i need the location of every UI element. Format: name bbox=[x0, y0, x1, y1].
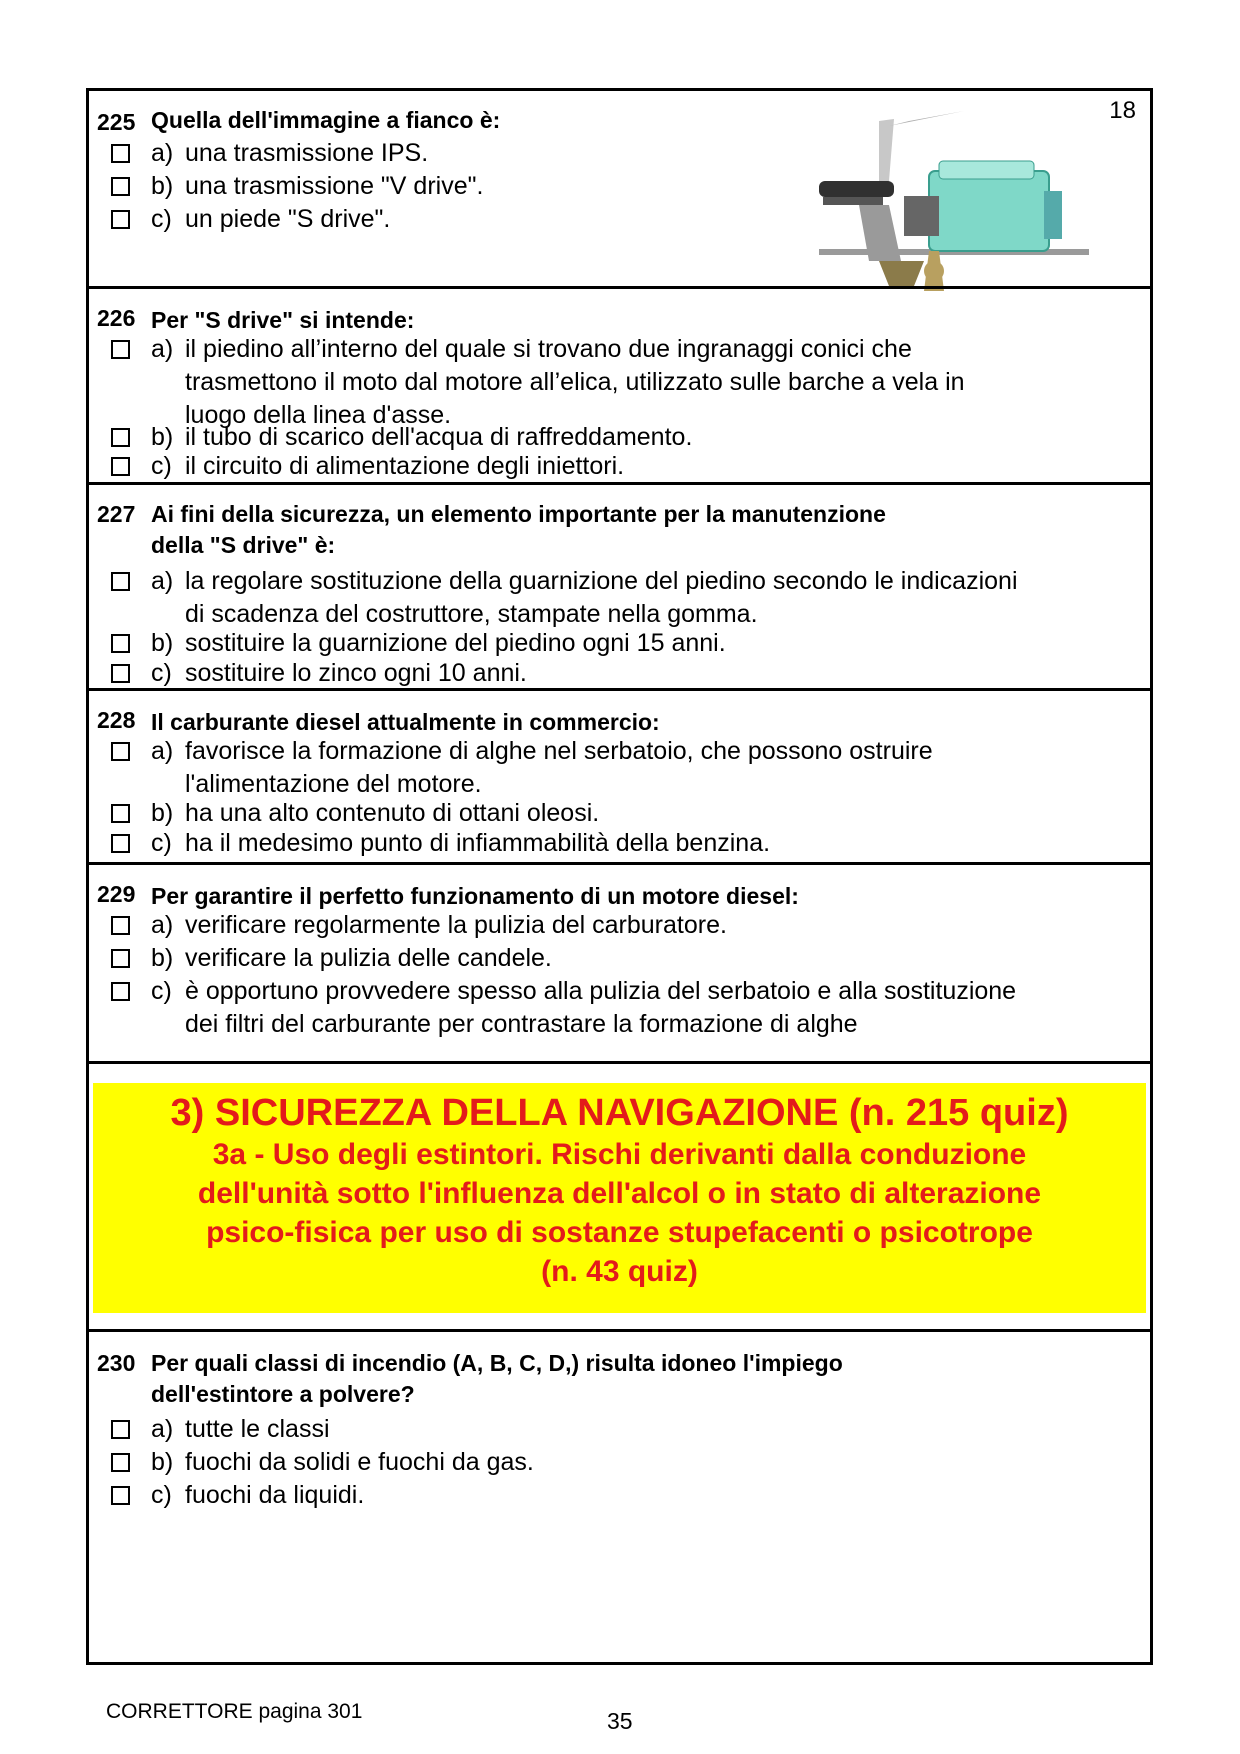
checkbox[interactable] bbox=[111, 916, 130, 935]
checkbox[interactable] bbox=[111, 428, 130, 447]
checkbox[interactable] bbox=[111, 572, 130, 591]
question-225: 225 Quella dell'immagine a fianco è: a) una trasmissione IPS. b) una trasmissione "V drive". c) un piede "S drive". bbox=[89, 91, 1150, 286]
question-text: Ai fini della sicurezza, un elemento importante per la manutenzione della "S drive" è: bbox=[151, 501, 886, 558]
quiz-page-frame bbox=[86, 88, 1153, 1665]
section-subtitle-line: psico-fisica per uso di sostanze stupefacenti o psicotrope bbox=[206, 1216, 1033, 1249]
checkbox[interactable] bbox=[111, 634, 130, 653]
question-227: 227 Ai fini della sicurezza, un elemento importante per la manutenzione della "S drive" è: a) la regolare sostituzione della guarnizione del piedino secondo le indicazioni di scadenza del costruttore, stampate nella gomma. b) sostituire la guarnizione del piedino ogni 15 anni. c) sostituire lo zinco ogni 10 anni. bbox=[97, 501, 1018, 687]
checkbox[interactable] bbox=[111, 664, 130, 683]
question-number: 227 bbox=[97, 501, 136, 527]
checkbox[interactable] bbox=[111, 949, 130, 968]
checkbox[interactable] bbox=[111, 742, 130, 761]
question-text: Per garantire il perfetto funzionamento di un motore diesel: bbox=[151, 883, 799, 909]
question-number: 229 bbox=[97, 881, 136, 907]
question-text: Per "S drive" si intende: bbox=[151, 307, 415, 333]
question-number: 226 bbox=[97, 305, 136, 331]
question-text: Quella dell'immagine a fianco è: bbox=[151, 107, 501, 133]
question-226: 226 Per "S drive" si intende: a) il piedino all’interno del quale si trovano due ingranaggi conici che trasmettono il moto dal motore all’elica, utilizzato sulle barche a vela in luogo della linea d'asse. b) il tubo di scarico dell'acqua di raffreddamento. c) il circuito di alimentazione degli iniettori. bbox=[97, 305, 965, 480]
section-subtitle-line: dell'unità sotto l'influenza dell'alcol o in stato di alterazione bbox=[197, 1177, 1042, 1210]
section-subtitle-line: 3a - Uso degli estintori. Rischi derivanti dalla conduzione bbox=[212, 1138, 1027, 1171]
question-228: 228 Il carburante diesel attualmente in commercio: a) favorisce la formazione di alghe nel serbatoio, che possono ostruire l'alimentazione del motore. b) ha una alto contenuto di ottani oleosi. c) ha il medesimo punto di infiammabilità della benzina. bbox=[97, 707, 933, 857]
page-corner-number: 18 bbox=[1109, 97, 1136, 124]
checkbox[interactable] bbox=[111, 804, 130, 823]
question-number: 230 bbox=[97, 1350, 136, 1376]
checkbox[interactable] bbox=[111, 834, 130, 853]
sterndrive-engine-illustration bbox=[819, 101, 1089, 291]
checkbox[interactable] bbox=[111, 457, 130, 476]
question-230: 230 Per quali classi di incendio (A, B, C, D,) risulta idoneo l'impiego dell'estintore a polvere? a) tutte le classi b) fuochi da solidi e fuochi da gas. c) fuochi da liquidi. bbox=[97, 1350, 843, 1509]
checkbox[interactable] bbox=[111, 210, 130, 229]
section-banner bbox=[93, 1083, 1146, 1313]
checkbox[interactable] bbox=[111, 982, 130, 1001]
question-number: 228 bbox=[97, 707, 136, 733]
footer-page-number: 35 bbox=[607, 1708, 633, 1734]
checkbox[interactable] bbox=[111, 177, 130, 196]
section-title: 3) SICUREZZA DELLA NAVIGAZIONE (n. 215 quiz) bbox=[170, 1092, 1069, 1134]
checkbox[interactable] bbox=[111, 144, 130, 163]
question-229: 229 Per garantire il perfetto funzionamento di un motore diesel: a) verificare regolarmente la pulizia del carburatore. b) verificare la pulizia delle candele. c) è opportuno provvedere spesso alla pulizia del serbatoio e alla sostituzione dei filtri del carburante per contrastare la formazione di alghe bbox=[97, 881, 1017, 1038]
checkbox[interactable] bbox=[111, 1453, 130, 1472]
divider bbox=[89, 1061, 1150, 1064]
checkbox[interactable] bbox=[111, 340, 130, 359]
section-subtitle-line: (n. 43 quiz) bbox=[541, 1255, 698, 1288]
question-number: 225 bbox=[97, 109, 136, 135]
question-text: Il carburante diesel attualmente in commercio: bbox=[151, 709, 660, 735]
checkbox[interactable] bbox=[111, 1486, 130, 1505]
question-text: Per quali classi di incendio (A, B, C, D,) risulta idoneo l'impiego dell'estintore a polvere? bbox=[151, 1350, 843, 1407]
footer-corrector-reference: CORRETTORE pagina 301 bbox=[106, 1700, 363, 1723]
checkbox[interactable] bbox=[111, 1420, 130, 1439]
